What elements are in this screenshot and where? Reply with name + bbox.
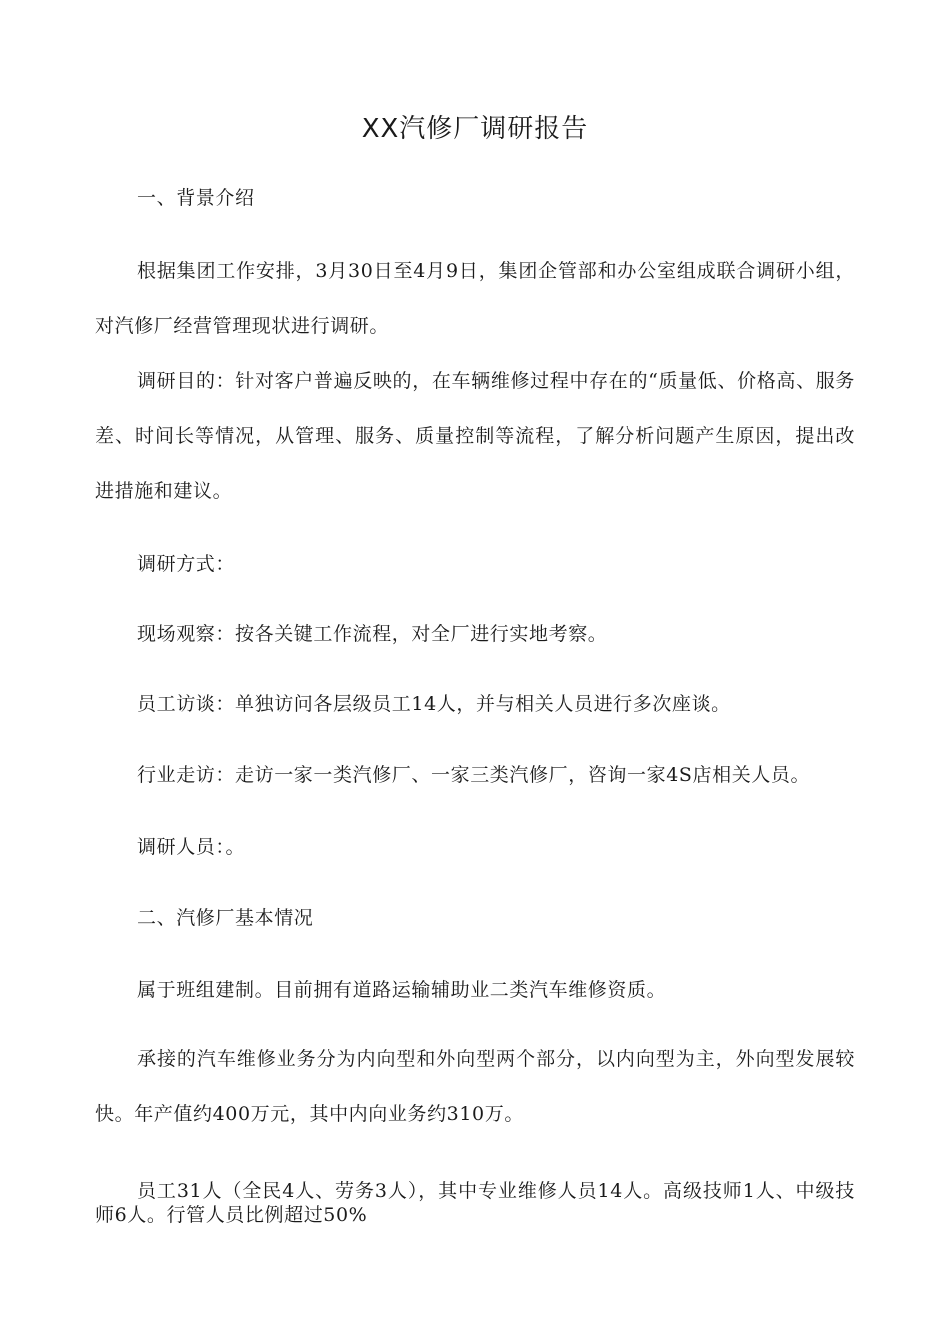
paragraph-method-heading: 调研方式： [137, 553, 236, 575]
paragraph-arrangement: 根据集团工作安排，3月30日至4月9日，集团企管部和办公室组成联合调研小组，对汽修厂经营管理现状进行调研。 [95, 260, 855, 337]
paragraph-purpose: 调研目的：针对客户普遍反映的，在车辆维修过程中存在的“质量低、价格高、服务差、时间长等情况，从管理、服务、质量控制等流程，了解分析问题产生原因，提出改进措施和建议。 [95, 370, 855, 502]
paragraph-staff-interview: 员工访谈：单独访问各层级员工14人，并与相关人员进行多次座谈。 [137, 693, 731, 715]
section-heading-basic-info: 二、汽修厂基本情况 [137, 907, 314, 929]
paragraph-organization: 属于班组建制。目前拥有道路运输辅助业二类汽车维修资质。 [137, 979, 667, 1001]
paragraph-staffing: 员工31人（全民4人、劳务3人），其中专业维修人员14人。高级技师1人、中级技师6人。行管人员比例超过50% [95, 1180, 855, 1226]
document-title: XX汽修厂调研报告 [361, 114, 589, 144]
section-heading-background: 一、背景介绍 [137, 187, 255, 209]
paragraph-site-observation: 现场观察：按各关键工作流程，对全厂进行实地考察。 [137, 623, 608, 645]
paragraph-research-staff: 调研人员：。 [137, 836, 246, 858]
paragraph-industry-visit: 行业走访：走访一家一类汽修厂、一家三类汽修厂，咨询一家4S店相关人员。 [137, 764, 811, 786]
paragraph-business: 承接的汽车维修业务分为内向型和外向型两个部分，以内向型为主，外向型发展较快。年产值约400万元，其中内向业务约310万。 [95, 1048, 855, 1125]
